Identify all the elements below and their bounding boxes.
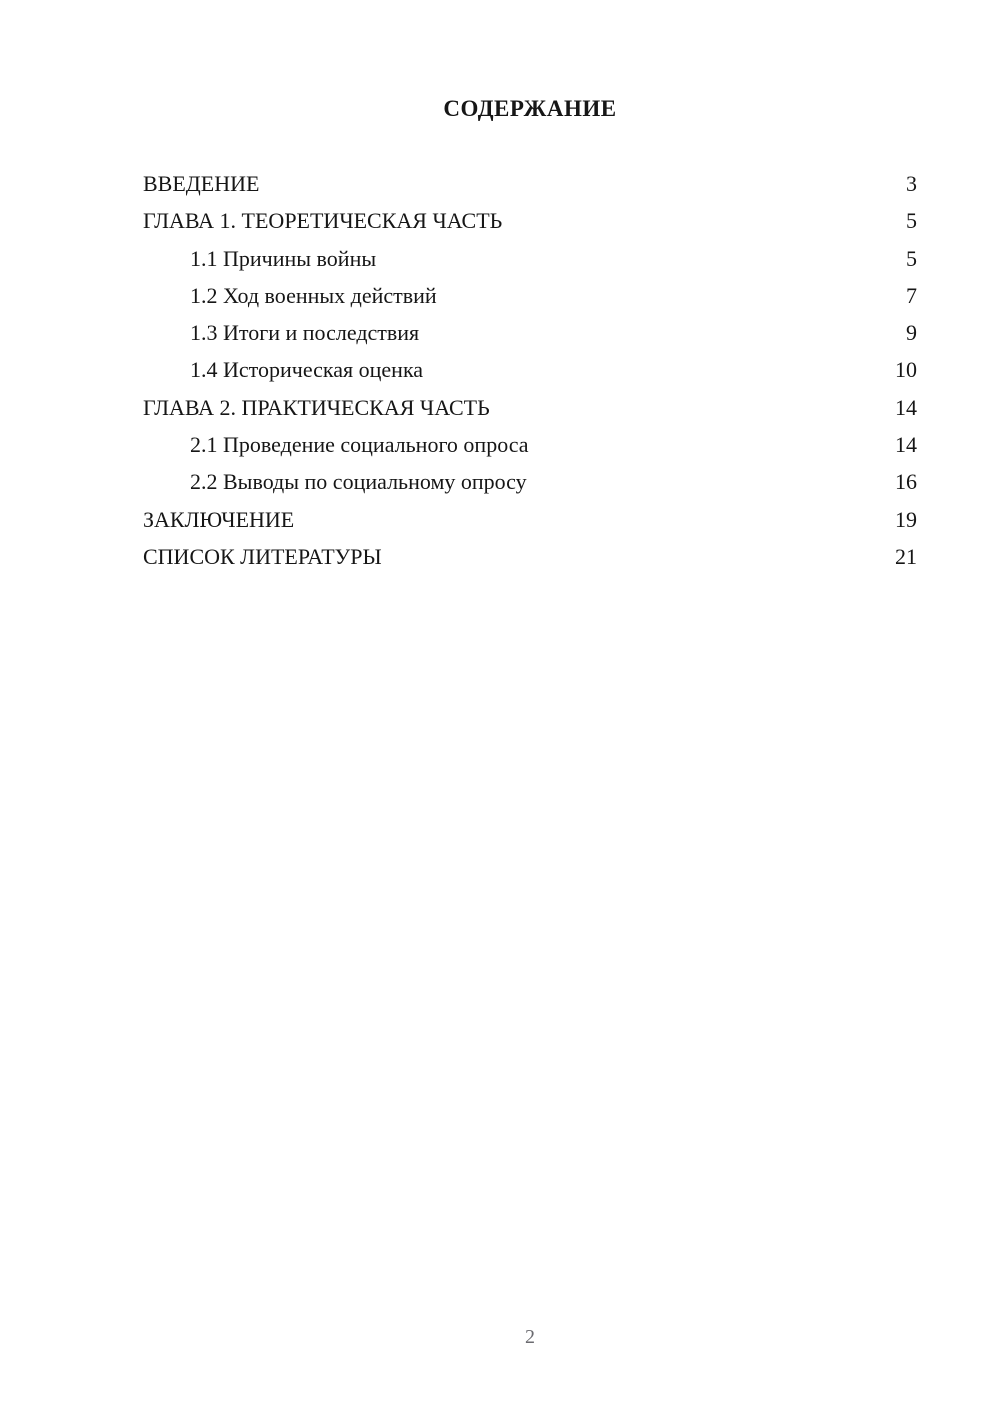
page-number-folio: 2 [525,1326,535,1348]
toc-entry-label: 2.2 Выводы по социальному опросу [190,469,527,495]
toc-entry-label: 1.3 Итоги и последствия [190,320,420,346]
toc-entry-label: ГЛАВА 2. ПРАКТИЧЕСКАЯ ЧАСТЬ [143,394,490,420]
toc-entry-page-number: 5 [906,245,917,271]
toc-entry [143,202,917,239]
toc-entry-page-number: 14 [895,394,917,420]
toc-entry [143,463,917,500]
toc-entry-label: ГЛАВА 1. ТЕОРЕТИЧЕСКАЯ ЧАСТЬ [143,208,503,234]
toc-entry [143,538,917,575]
toc-entry [143,314,917,351]
toc-entry [143,351,917,388]
toc-entry [143,501,917,538]
toc-entry-page-number: 10 [895,357,917,383]
toc-entry [143,240,917,277]
toc-entry-page-number: 21 [895,543,917,569]
page-title: СОДЕРЖАНИЕ [443,96,617,121]
toc-content [143,95,917,575]
toc-entry-page-number: 14 [895,432,917,458]
toc-entry-page-number: 5 [906,208,917,234]
toc-entry-label: 1.4 Историческая оценка [190,357,424,383]
toc-entry-page-number: 7 [906,282,917,308]
toc-entry [143,277,917,314]
toc-entry [143,389,917,426]
toc-entry-label: 2.1 Проведение социального опроса [190,432,529,458]
toc-entry-label: ВВЕДЕНИЕ [143,171,260,196]
toc-entry-page-number: 3 [906,171,917,196]
toc-entry [143,165,917,202]
toc-list [143,165,917,575]
toc-entry-label: СПИСОК ЛИТЕРАТУРЫ [143,543,382,569]
toc-entry-label: 1.2 Ход военных действий [190,282,437,308]
toc-entry-label: ЗАКЛЮЧЕНИЕ [143,506,295,532]
toc-entry-label: 1.1 Причины войны [190,245,377,271]
toc-entry-page-number: 19 [895,506,917,532]
toc-entry-page-number: 9 [906,320,917,346]
toc-entry-page-number: 16 [895,469,917,495]
toc-entry [143,426,917,463]
